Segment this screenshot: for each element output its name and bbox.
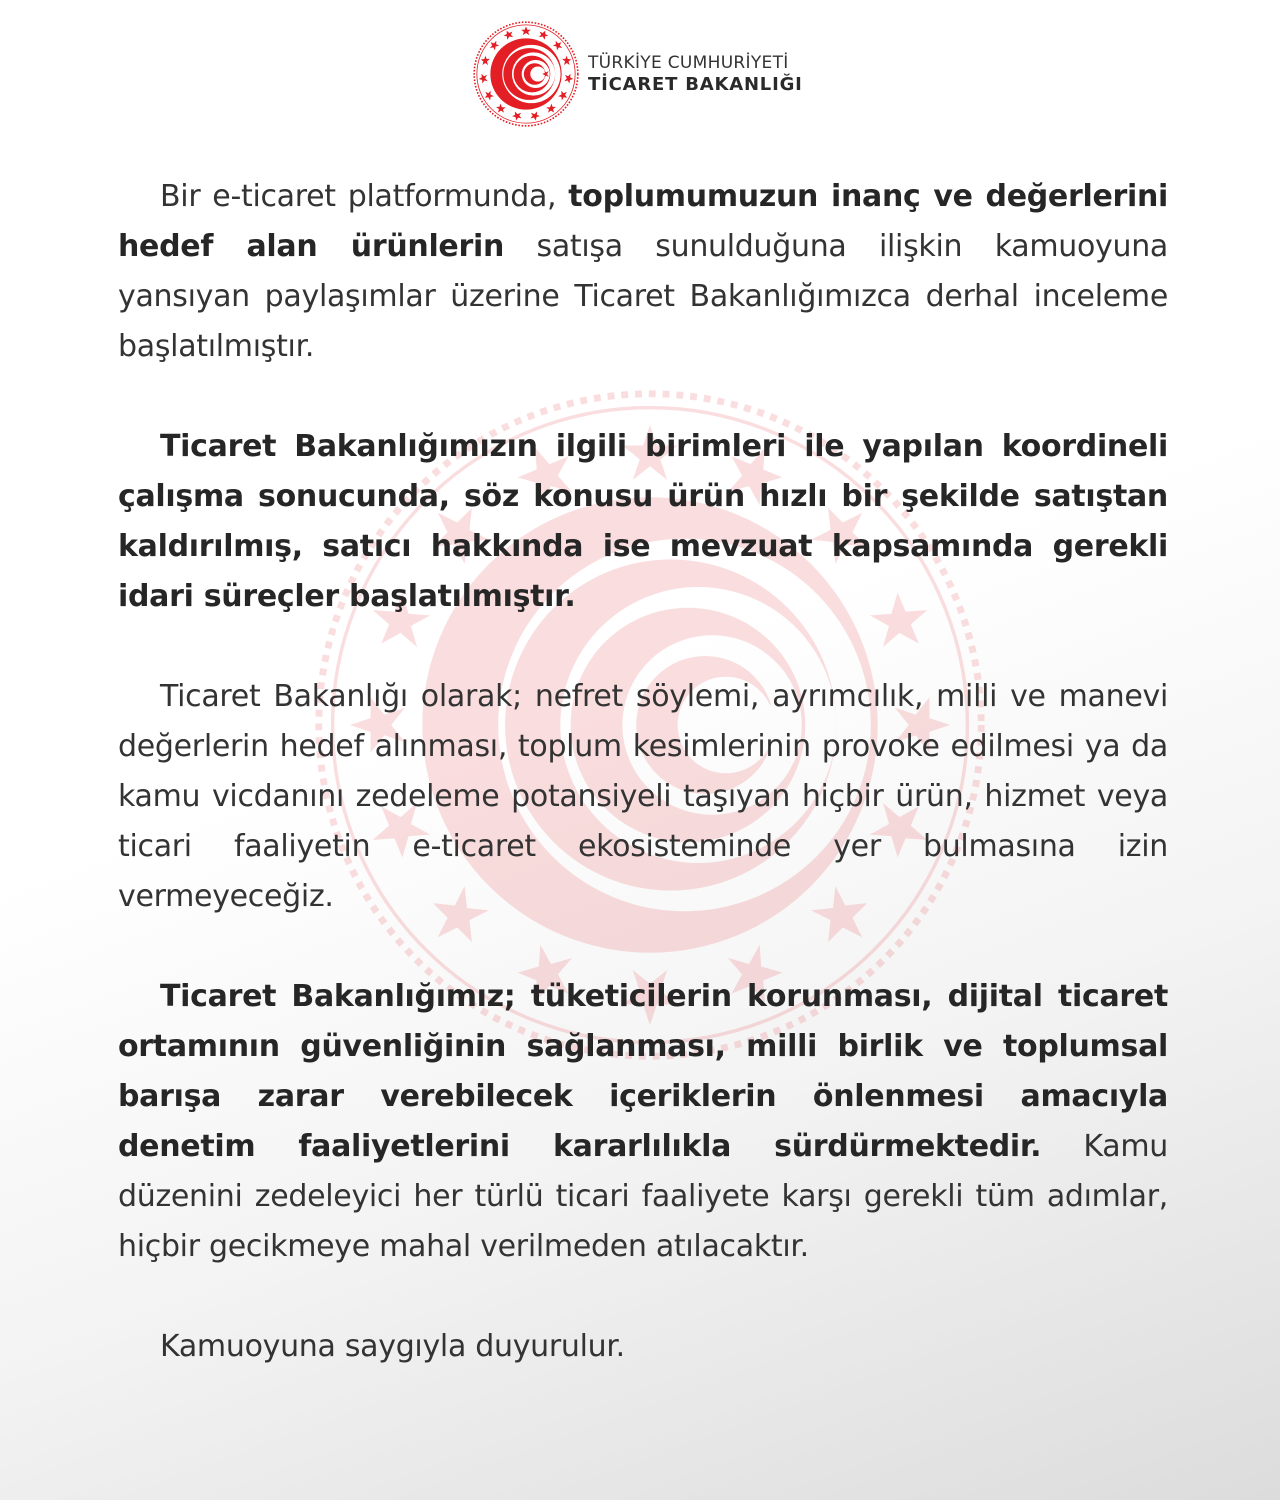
- closing-line: Kamuoyuna saygıyla duyurulur.: [160, 1329, 625, 1364]
- paragraph-2: [118, 422, 1168, 622]
- paragraph-bold-text: toplumumuzun inanç ve değerlerini hedef alan ürünlerin: [118, 179, 1169, 264]
- header-line-ministry: TİCARET BAKANLIĞI: [588, 74, 803, 95]
- statement-body: [118, 172, 1168, 1372]
- paragraph-text: Ticaret Bakanlığı olarak; nefret söylemi, ayrımcılık, milli ve manevi değerlerin hedef alınması, toplum kesimlerinin provoke edilmesi ya da kamu vicdanını zedeleme potansiyeli taşıyan hiçbir ürün, hizmet veya ticari faaliyetin e-ticaret ekosisteminde yer bulmasına izin vermeyeceğiz.: [118, 679, 1168, 914]
- paragraph-4: [118, 972, 1168, 1272]
- paragraph-bold-text: Ticaret Bakanlığımız; tüketicilerin korunması, dijital ticaret ortamının güvenliğinin sağlanması, milli birlik ve toplumsal barışa zarar verebilecek içeriklerin önlenmesi amacıyla denetim faaliyetlerini kararlılıkla sürdürmektedir.: [118, 979, 1168, 1164]
- paragraph-text: satışa sunulduğuna ilişkin kamuoyuna yansıyan paylaşımlar üzerine Ticaret Bakanlığımızca derhal inceleme başlatılmıştır.: [118, 229, 1169, 364]
- paragraph-bold-text: Ticaret Bakanlığımızın ilgili birimleri ile yapılan koordineli çalışma sonucunda, söz konusu ürün hızlı bir şekilde satıştan kaldırılmış, satıcı hakkında ise mevzuat kapsamında gerekli idari süreçler başlatılmıştır.: [118, 429, 1168, 614]
- ministry-emblem-icon: [472, 20, 580, 128]
- header-line-country: TÜRKİYE CUMHURİYETİ: [588, 53, 789, 73]
- paragraph-text: Bir e-ticaret platformunda,: [160, 179, 569, 214]
- paragraph-3: [118, 672, 1168, 922]
- ministry-name: [588, 52, 803, 96]
- page-header: [472, 20, 803, 128]
- paragraph-text: Kamu düzenini zedeleyici her türlü ticari faaliyete karşı gerekli tüm adımlar, hiçbir gecikmeye mahal verilmeden atılacaktır.: [118, 1129, 1168, 1264]
- paragraph-1: [118, 172, 1168, 372]
